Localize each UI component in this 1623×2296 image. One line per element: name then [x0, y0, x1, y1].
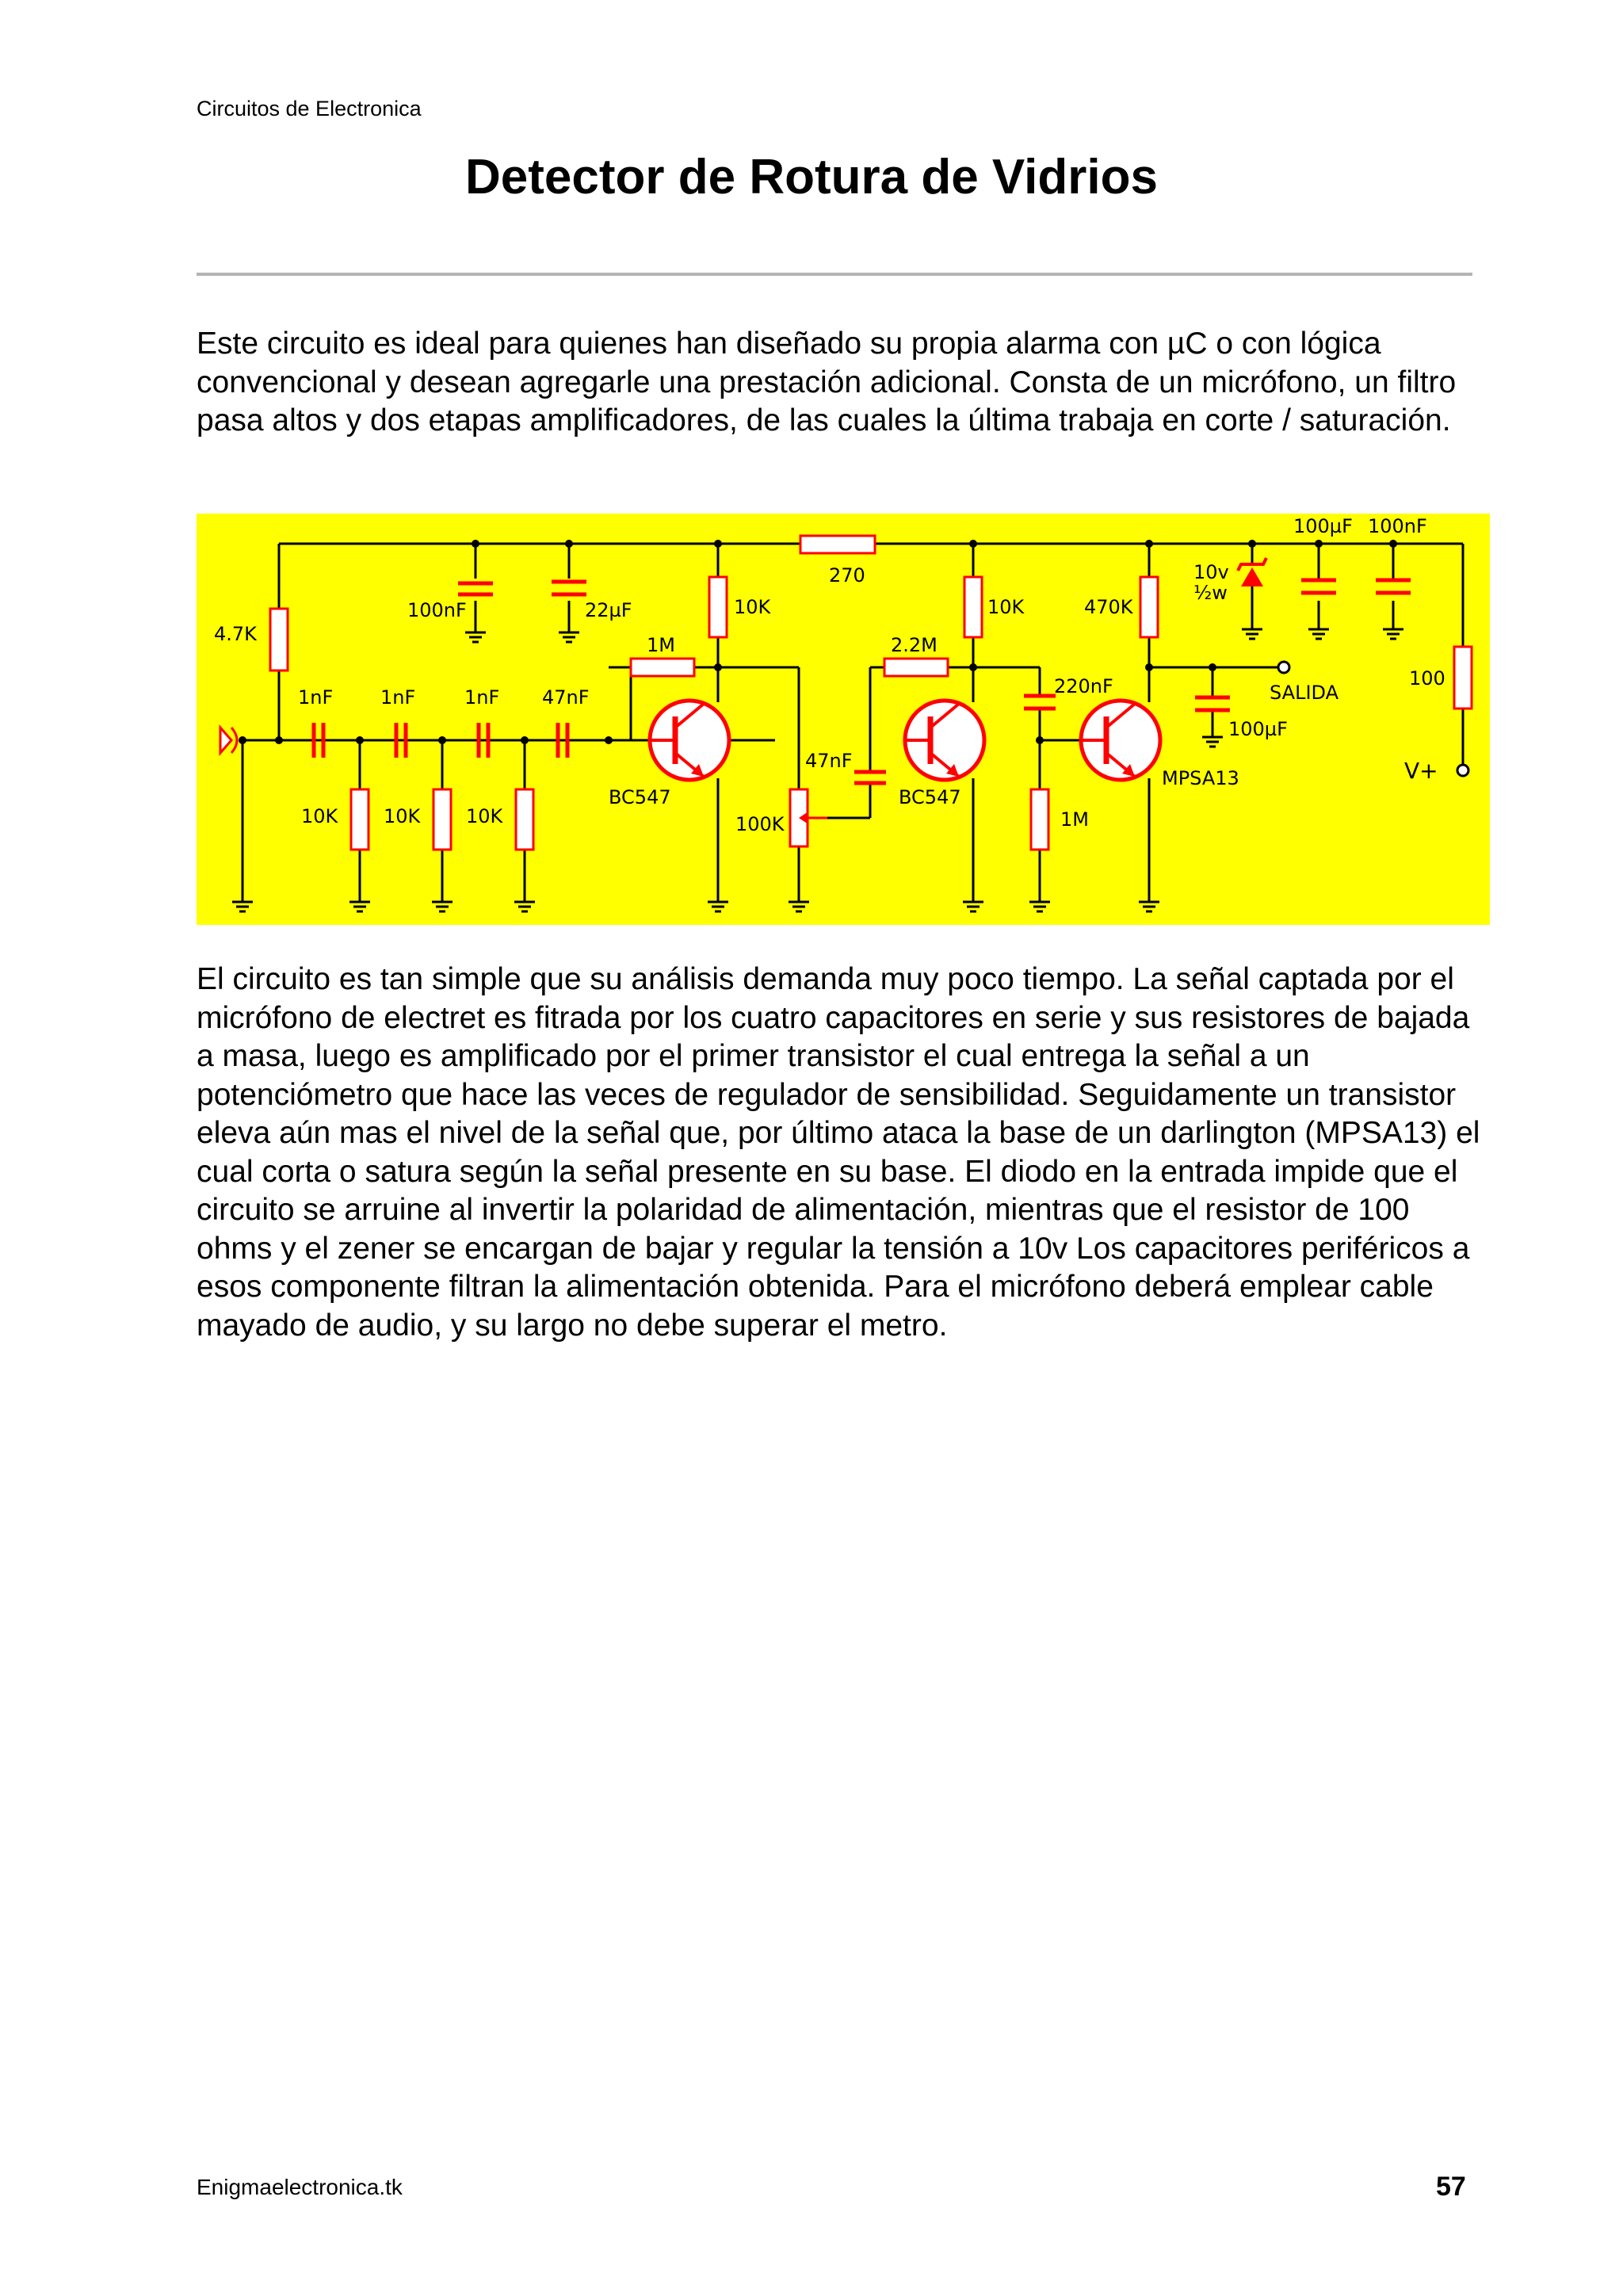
label-270: 270 [829, 564, 865, 586]
label-2-2m: 2.2M [891, 634, 938, 656]
label-10k-hp2: 10K [384, 805, 421, 827]
label-vplus: V+ [1404, 758, 1438, 784]
label-100-supply: 100 [1409, 667, 1445, 690]
page-title: Detector de Rotura de Vidrios [465, 150, 1158, 204]
running-header: Circuitos de Electronica [197, 97, 422, 120]
label-1nf-c: 1nF [464, 686, 500, 709]
label-10k-c2: 10K [987, 596, 1025, 618]
intro-paragraph: Este circuito es ideal para quienes han diseñado su propia alarma con µC o con lógica convencional y desean agregarle una prestación adicional. Consta de un micrófono, un filtro pasa altos y dos etapas amplificadores, de las cuales la última trabaja en corte / saturación. [197, 327, 1457, 437]
transistor-q3 [1081, 701, 1160, 780]
label-q1: BC547 [609, 786, 671, 808]
circuit-schematic [197, 514, 1490, 925]
label-salida: SALIDA [1270, 682, 1339, 704]
label-100uf-supply: 100µF [1293, 515, 1353, 537]
microphone-icon [220, 728, 237, 753]
label-1nf-a: 1nF [298, 686, 334, 709]
label-10k-hp1: 10K [301, 805, 338, 827]
label-1m-b1: 1M [647, 634, 675, 656]
label-10k-hp3: 10K [466, 805, 503, 827]
transistor-q1 [650, 701, 729, 780]
label-half-w: ½w [1193, 582, 1228, 604]
label-47nf-pot: 47nF [805, 750, 853, 772]
label-q2: BC547 [899, 786, 961, 808]
label-220nf: 220nF [1054, 675, 1113, 697]
label-q3: MPSA13 [1162, 767, 1239, 789]
label-22uf: 22µF [585, 599, 632, 621]
label-100nf-a: 100nF [407, 599, 467, 621]
label-1nf-b: 1nF [380, 686, 416, 709]
label-1m-e3: 1M [1060, 808, 1089, 831]
label-100nf-supply: 100nF [1368, 515, 1427, 537]
footer-site: Enigmaelectronica.tk [197, 2175, 403, 2199]
page-number: 57 [1436, 2172, 1466, 2202]
label-10v: 10v [1193, 561, 1229, 583]
label-100k-pot: 100K [735, 813, 785, 835]
label-47nf-in: 47nF [542, 686, 590, 709]
label-470k: 470K [1084, 596, 1133, 618]
label-4-7k: 4.7K [214, 623, 257, 645]
transistor-q2 [905, 701, 984, 780]
label-100uf-out: 100µF [1228, 718, 1288, 740]
label-10k-c1: 10K [734, 596, 771, 618]
analysis-paragraph: El circuito es tan simple que su análisis demanda muy poco tiempo. La señal captada por el micrófono de electret es fitrada por los cuatro capacitores en serie y sus resistores de bajada a masa, luego es amplificado por el primer transistor el cual entrega la señal a un potenciómetro que hace las veces de regulador de sensibilidad. Seguidamente un transistor eleva aún mas el nivel de la señal que, por último ataca la base de un darlington (MPSA13) el cual corta o satura según la señal presente en su base. El diodo en la entrada impide que el circuito se arruine al invertir la polaridad de alimentación, mientras que el resistor de 100 ohms y el zener se encargan de bajar y regular la tensión a 10v Los capacitores periféricos a esos componente filtran la alimentación obtenida. Para el micrófono deberá emplear cable mayado de audio, y su largo no debe superar el metro. [197, 962, 1480, 1343]
title-divider [197, 273, 1472, 276]
